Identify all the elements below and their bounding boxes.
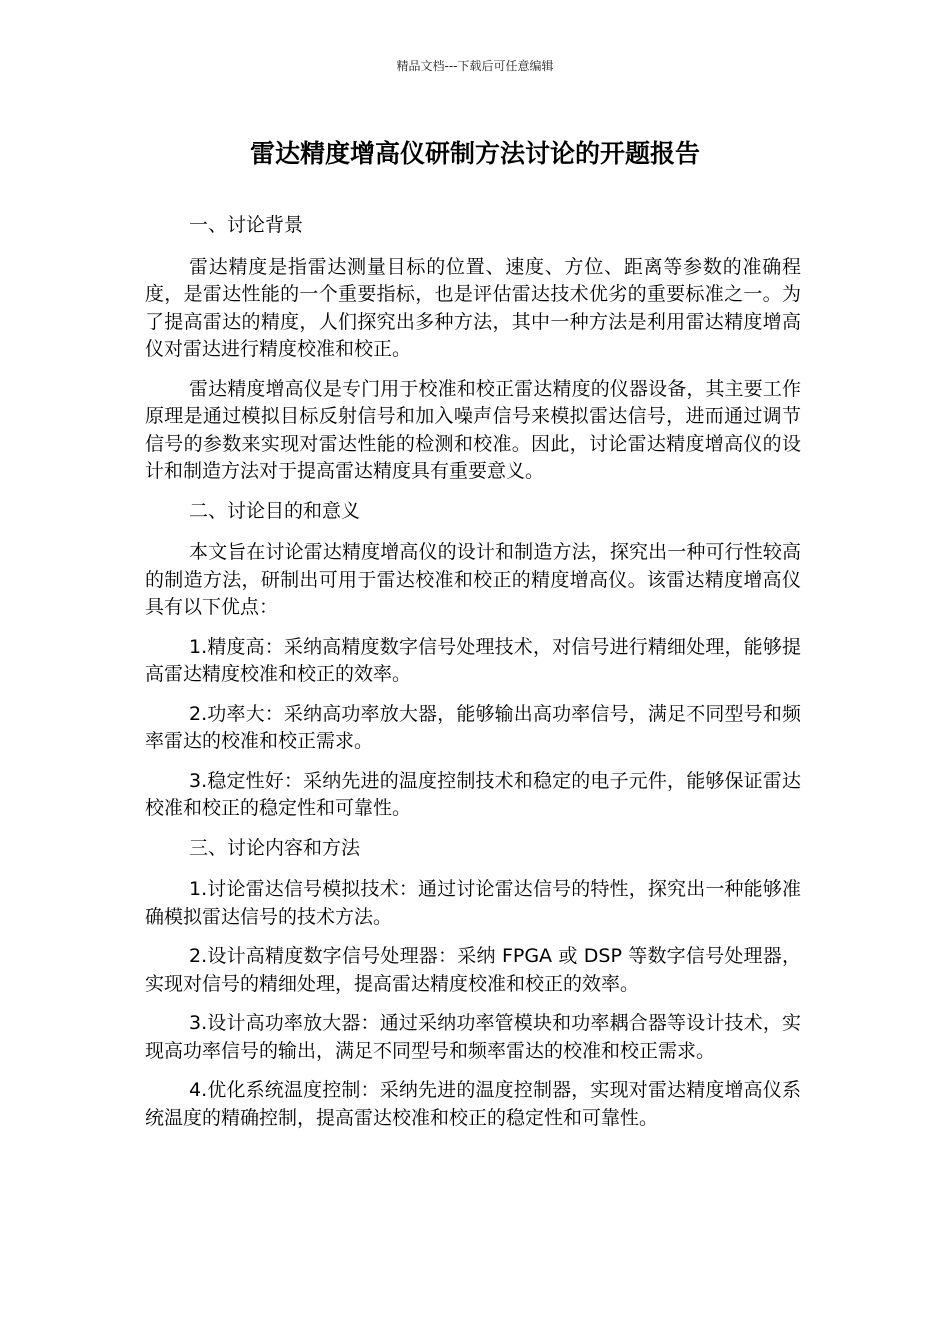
list-item-content-4: 4.优化系统温度控制：采纳先进的温度控制器，实现对雷达精度增高仪系统温度的精确控制，提高雷达校准和校正的稳定性和可靠性。	[145, 1079, 801, 1129]
list-item-purpose-1: 1.精度高：采纳高精度数字信号处理技术，对信号进行精细处理，能够提高雷达精度校准和校正的效率。	[145, 635, 801, 685]
list-item-content-3: 3.设计高功率放大器：通过采纳功率管模块和功率耦合器等设计技术，实现高功率信号的输出，满足不同型号和频率雷达的校准和校正需求。	[145, 1012, 801, 1062]
header-note: 精品文档---下载后可任意编辑	[396, 59, 554, 73]
paragraph-background-2: 雷达精度增高仪是专门用于校准和校正雷达精度的仪器设备，其主要工作原理是通过模拟目标反射信号和加入噪声信号来模拟雷达信号，进而通过调节信号的参数来实现对雷达性能的检测和校准。因此，讨论雷达精度增高仪的设计和制造方法对于提高雷达精度具有重要意义。	[145, 377, 801, 482]
document-body	[145, 212, 801, 1144]
list-item-content-1: 1.讨论雷达信号模拟技术：通过讨论雷达信号的特性，探究出一种能够准确模拟雷达信号的技术方法。	[145, 878, 801, 928]
paragraph-purpose-1: 本文旨在讨论雷达精度增高仪的设计和制造方法，探究出一种可行性较高的制造方法，研制出可用于雷达校准和校正的精度增高仪。该雷达精度增高仪具有以下优点：	[145, 541, 801, 618]
section-heading-background: 一、讨论背景	[189, 214, 304, 236]
section-heading-content: 三、讨论内容和方法	[189, 836, 361, 859]
list-item-purpose-2: 2.功率大：采纳高功率放大器，能够输出高功率信号，满足不同型号和频率雷达的校准和校正需求。	[145, 702, 801, 752]
paragraph-background-1: 雷达精度是指雷达测量目标的位置、速度、方位、距离等参数的准确程度，是雷达性能的一个重要指标，也是评估雷达技术优劣的重要标准之一。为了提高雷达的精度，人们探究出多种方法，其中一种方法是利用雷达精度增高仪对雷达进行精度校准和校正。	[145, 255, 801, 360]
section-heading-purpose: 二、讨论目的和意义	[189, 499, 361, 522]
list-item-purpose-3: 3.稳定性好：采纳先进的温度控制技术和稳定的电子元件，能够保证雷达校准和校正的稳定性和可靠性。	[145, 769, 801, 819]
document-title: 雷达精度增高仪研制方法讨论的开题报告	[249, 139, 700, 168]
list-item-content-2: 2.设计高精度数字信号处理器：采纳 FPGA 或 DSP 等数字信号处理器，实现对信号的精细处理，提高雷达精度校准和校正的效率。	[145, 945, 801, 995]
